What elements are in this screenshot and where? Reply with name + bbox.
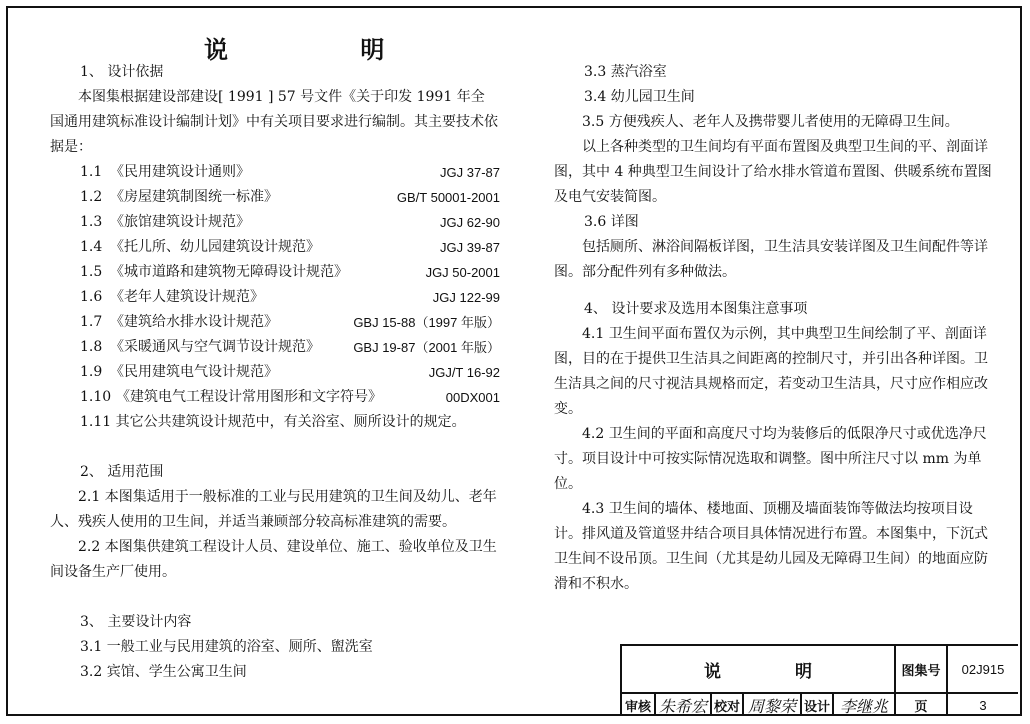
page-number: 3 [946, 694, 1018, 716]
section-1-intro: 本图集根据建设部建设[ 1991 ] 57 号文件《关于印发 1991 年全国通用建筑标准设计编制计划》中有关项目要求进行编制。其主要技术依据是： [50, 89, 498, 155]
section-3-heading: 3、 主要设计内容 [80, 614, 192, 630]
section-4-2: 4.2 卫生间的平面和高度尺寸均为装修后的低限净尺寸或优选净尺寸。项目设计中可按实际情况选取和调整。图中所注尺寸以 mm 为单位。 [554, 426, 987, 492]
reference-item: 1.9 《民用建筑电气设计规范》 JGJ/T 16-92 [80, 364, 500, 380]
section-3-6: 3.6 详图 [584, 214, 639, 230]
section-3-4: 3.4 幼儿园卫生间 [584, 89, 695, 105]
check-label: 校对 [710, 694, 742, 716]
review-signature: 朱希宏 [654, 694, 710, 716]
left-column [50, 60, 500, 685]
reference-item: 1.6 《老年人建筑设计规范》 JGJ 122-99 [80, 289, 500, 305]
right-column [554, 60, 1000, 597]
reference-item: 1.11 其它公共建筑设计规范中，有关浴室、厕所设计的规定。 [80, 414, 466, 430]
section-3-5: 3.5 方便残疾人、老年人及携带婴儿者使用的无障碍卫生间。 [582, 114, 959, 130]
section-2-1: 2.1 本图集适用于一般标准的工业与民用建筑的卫生间及幼儿、老年人、残疾人使用的卫生间，并适当兼顾部分较高标准建筑的需要。 [50, 489, 497, 530]
reference-item: 1.5 《城市道路和建筑物无障碍设计规范》 JGJ 50-2001 [80, 264, 500, 280]
section-3-3: 3.3 蒸汽浴室 [584, 64, 667, 80]
reference-item: 1.8 《采暖通风与空气调节设计规范》 GBJ 19-87（2001 年版） [80, 339, 500, 355]
section-4-heading: 4、 设计要求及选用本图集注意事项 [584, 301, 808, 317]
design-signature: 李继兆 [832, 694, 894, 716]
reference-item: 1.3 《旅馆建筑设计规范》 JGJ 62-90 [80, 214, 500, 230]
review-label: 审核 [624, 698, 651, 714]
design-label: 设计 [800, 694, 832, 716]
atlas-label: 图集号 [894, 646, 946, 692]
sheet-title: 说 明 [704, 661, 846, 682]
reference-list [80, 160, 500, 435]
reference-item: 1.1 《民用建筑设计通则》 JGJ 37-87 [80, 164, 500, 180]
reference-item: 1.10 《建筑电气工程设计常用图形和文字符号》 00DX001 [80, 389, 500, 405]
check-signature: 周黎荣 [742, 694, 800, 716]
page-title: 说 明 [204, 35, 447, 64]
section-2-2: 2.2 本图集供建筑工程设计人员、建设单位、施工、验收单位及卫生间设备生产厂使用。 [50, 539, 497, 580]
page-label: 页 [894, 694, 946, 716]
title-block [620, 644, 1018, 714]
section-4-1: 4.1 卫生间平面布置仅为示例，其中典型卫生间绘制了平、剖面详图，目的在于提供卫生洁具之间距离的控制尺寸，并引出各种详图。卫生洁具之间的尺寸视洁具规格而定，若变动卫生洁具，尺寸应作相应改变。 [554, 326, 988, 417]
section-3-6-body: 包括厕所、淋浴间隔板详图，卫生洁具安装详图及卫生间配件等详图。部分配件列有多种做法。 [554, 239, 988, 280]
section-3-1: 3.1 一般工业与民用建筑的浴室、厕所、盥洗室 [80, 639, 373, 655]
atlas-number: 02J915 [946, 646, 1018, 692]
reference-item: 1.4 《托儿所、幼儿园建筑设计规范》 JGJ 39-87 [80, 239, 500, 255]
section-3-2: 3.2 宾馆、学生公寓卫生间 [80, 664, 247, 680]
section-2-heading: 2、 适用范围 [80, 464, 164, 480]
reference-item: 1.7 《建筑给水排水设计规范》 GBJ 15-88（1997 年版） [80, 314, 500, 330]
section-1-heading: 1、 设计依据 [80, 64, 164, 80]
section-3-summary: 以上各种类型的卫生间均有平面布置图及典型卫生间的平、剖面详图，其中 4 种典型卫生间设计了给水排水管道布置图、供暖系统布置图及电气安装简图。 [554, 139, 992, 205]
section-4-3: 4.3 卫生间的墙体、楼地面、顶棚及墙面装饰等做法均按项目设计。排风道及管道竖井结合项目具体情况进行布置。本图集中，下沉式卫生间不设吊顶。卫生间（尤其是幼儿园及无障碍卫生间）的地面应防滑和不积水。 [554, 501, 988, 592]
reference-item: 1.2 《房屋建筑制图统一标准》 GB/T 50001-2001 [80, 189, 500, 205]
